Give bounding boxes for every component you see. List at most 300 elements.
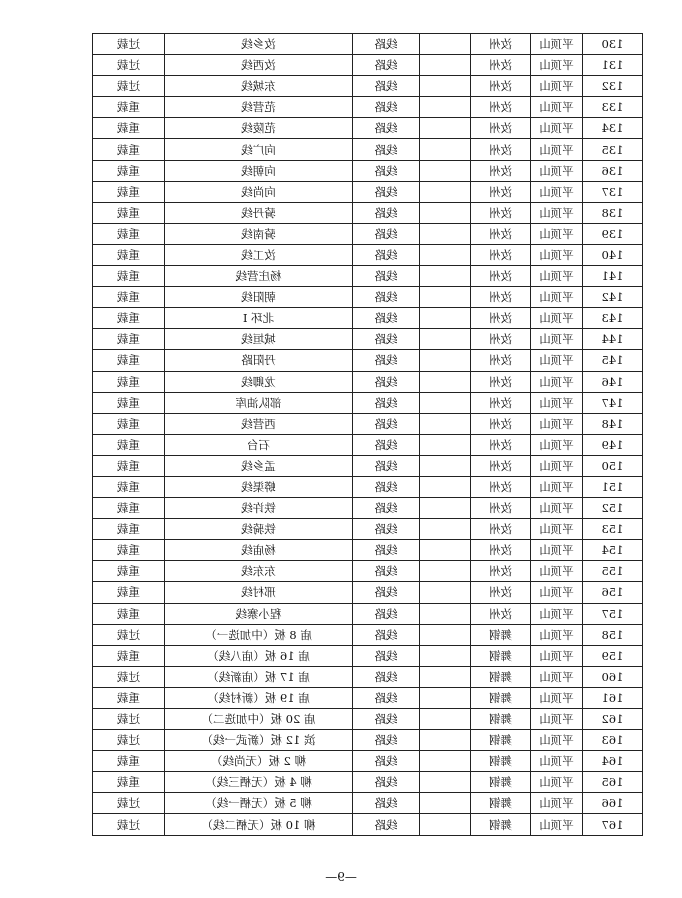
cell-city: 平顶山 xyxy=(531,160,583,181)
cell-city: 平顶山 xyxy=(531,603,583,624)
cell-status: 重载 xyxy=(93,540,165,561)
cell-blank xyxy=(420,350,471,371)
cell-type: 线路 xyxy=(353,666,420,687)
cell-blank xyxy=(420,392,471,413)
cell-city: 平顶山 xyxy=(531,244,583,265)
table-row xyxy=(93,223,643,244)
cell-name: 骑南线 xyxy=(165,223,353,244)
cell-region: 汝州 xyxy=(471,244,531,265)
cell-no: 130 xyxy=(583,34,643,55)
cell-region: 汝州 xyxy=(471,202,531,223)
cell-no: 132 xyxy=(583,76,643,97)
cell-type: 线路 xyxy=(353,730,420,751)
cell-status: 过载 xyxy=(93,730,165,751)
cell-city: 平顶山 xyxy=(531,97,583,118)
cell-city: 平顶山 xyxy=(531,793,583,814)
cell-status: 重载 xyxy=(93,244,165,265)
cell-blank xyxy=(420,687,471,708)
cell-city: 平顶山 xyxy=(531,350,583,371)
table-row xyxy=(93,751,643,772)
table-row xyxy=(93,540,643,561)
cell-type: 线路 xyxy=(353,350,420,371)
cell-no: 167 xyxy=(583,814,643,835)
cell-no: 156 xyxy=(583,582,643,603)
table-row xyxy=(93,603,643,624)
cell-status: 重载 xyxy=(93,371,165,392)
cell-name: 向尚线 xyxy=(165,181,353,202)
cell-type: 线路 xyxy=(353,413,420,434)
cell-status: 过载 xyxy=(93,624,165,645)
table-row xyxy=(93,793,643,814)
table-row xyxy=(93,371,643,392)
cell-name: 柳 10 板（无栖二线） xyxy=(165,814,353,835)
table-row xyxy=(93,455,643,476)
cell-city: 平顶山 xyxy=(531,118,583,139)
cell-status: 重载 xyxy=(93,413,165,434)
cell-status: 重载 xyxy=(93,772,165,793)
cell-status: 重载 xyxy=(93,139,165,160)
cell-type: 线路 xyxy=(353,308,420,329)
table-row xyxy=(93,582,643,603)
cell-region: 汝州 xyxy=(471,55,531,76)
cell-no: 161 xyxy=(583,687,643,708)
cell-name: 石台 xyxy=(165,434,353,455)
cell-status: 重载 xyxy=(93,434,165,455)
cell-name: 程小寨线 xyxy=(165,603,353,624)
table-row xyxy=(93,34,643,55)
cell-city: 平顶山 xyxy=(531,540,583,561)
cell-status: 重载 xyxy=(93,308,165,329)
cell-name: 丹阳路 xyxy=(165,350,353,371)
cell-name: 滨 12 板（新武一线） xyxy=(165,730,353,751)
cell-type: 线路 xyxy=(353,34,420,55)
cell-status: 重载 xyxy=(93,476,165,497)
cell-blank xyxy=(420,540,471,561)
cell-status: 重载 xyxy=(93,519,165,540)
cell-name: 城垣线 xyxy=(165,329,353,350)
cell-name: 东东线 xyxy=(165,561,353,582)
cell-region: 汝州 xyxy=(471,413,531,434)
table-row xyxy=(93,392,643,413)
table-row xyxy=(93,772,643,793)
cell-no: 147 xyxy=(583,392,643,413)
cell-blank xyxy=(420,139,471,160)
table-row xyxy=(93,160,643,181)
cell-city: 平顶山 xyxy=(531,666,583,687)
cell-type: 线路 xyxy=(353,160,420,181)
cell-name: 柳 4 板（无栖三线） xyxy=(165,772,353,793)
cell-region: 汝州 xyxy=(471,97,531,118)
cell-city: 平顶山 xyxy=(531,139,583,160)
table-row xyxy=(93,287,643,308)
table-row xyxy=(93,76,643,97)
cell-no: 148 xyxy=(583,413,643,434)
cell-city: 平顶山 xyxy=(531,392,583,413)
cell-no: 144 xyxy=(583,329,643,350)
cell-region: 舞钢 xyxy=(471,645,531,666)
cell-city: 平顶山 xyxy=(531,645,583,666)
cell-type: 线路 xyxy=(353,645,420,666)
cell-region: 汝州 xyxy=(471,76,531,97)
cell-name: 部队油库 xyxy=(165,392,353,413)
cell-city: 平顶山 xyxy=(531,181,583,202)
cell-blank xyxy=(420,793,471,814)
cell-name: 东城线 xyxy=(165,76,353,97)
cell-type: 线路 xyxy=(353,772,420,793)
cell-blank xyxy=(420,434,471,455)
cell-status: 重载 xyxy=(93,645,165,666)
table-row xyxy=(93,709,643,730)
cell-status: 过载 xyxy=(93,55,165,76)
cell-blank xyxy=(420,34,471,55)
cell-no: 154 xyxy=(583,540,643,561)
cell-no: 141 xyxy=(583,266,643,287)
cell-blank xyxy=(420,666,471,687)
cell-no: 137 xyxy=(583,181,643,202)
table-row xyxy=(93,181,643,202)
cell-status: 过载 xyxy=(93,793,165,814)
cell-city: 平顶山 xyxy=(531,455,583,476)
cell-region: 舞钢 xyxy=(471,687,531,708)
cell-city: 平顶山 xyxy=(531,266,583,287)
cell-type: 线路 xyxy=(353,76,420,97)
cell-status: 重载 xyxy=(93,202,165,223)
cell-region: 舞钢 xyxy=(471,793,531,814)
cell-type: 线路 xyxy=(353,244,420,265)
cell-type: 线路 xyxy=(353,202,420,223)
cell-region: 舞钢 xyxy=(471,772,531,793)
table-row xyxy=(93,624,643,645)
cell-blank xyxy=(420,498,471,519)
cell-city: 平顶山 xyxy=(531,413,583,434)
cell-name: 孟乡线 xyxy=(165,455,353,476)
data-table xyxy=(92,33,643,836)
cell-no: 140 xyxy=(583,244,643,265)
page-number: —9— xyxy=(325,870,357,884)
cell-name: 庙 17 板（庙新线） xyxy=(165,666,353,687)
cell-no: 151 xyxy=(583,476,643,497)
cell-region: 汝州 xyxy=(471,561,531,582)
cell-no: 131 xyxy=(583,55,643,76)
cell-blank xyxy=(420,244,471,265)
cell-no: 155 xyxy=(583,561,643,582)
cell-no: 145 xyxy=(583,350,643,371)
cell-blank xyxy=(420,814,471,835)
table-row xyxy=(93,202,643,223)
cell-blank xyxy=(420,645,471,666)
cell-city: 平顶山 xyxy=(531,772,583,793)
cell-no: 165 xyxy=(583,772,643,793)
cell-status: 重载 xyxy=(93,97,165,118)
cell-no: 160 xyxy=(583,666,643,687)
cell-type: 线路 xyxy=(353,624,420,645)
cell-city: 平顶山 xyxy=(531,287,583,308)
cell-region: 汝州 xyxy=(471,308,531,329)
cell-region: 舞钢 xyxy=(471,624,531,645)
cell-name: 庙 8 板（中加选一） xyxy=(165,624,353,645)
cell-blank xyxy=(420,772,471,793)
cell-no: 153 xyxy=(583,519,643,540)
cell-no: 139 xyxy=(583,223,643,244)
cell-blank xyxy=(420,582,471,603)
cell-region: 汝州 xyxy=(471,455,531,476)
cell-city: 平顶山 xyxy=(531,476,583,497)
cell-no: 150 xyxy=(583,455,643,476)
cell-city: 平顶山 xyxy=(531,34,583,55)
cell-status: 重载 xyxy=(93,160,165,181)
cell-region: 汝州 xyxy=(471,223,531,244)
cell-city: 平顶山 xyxy=(531,434,583,455)
cell-blank xyxy=(420,519,471,540)
cell-blank xyxy=(420,371,471,392)
cell-name: 朝阳线 xyxy=(165,287,353,308)
cell-name: 铁骑线 xyxy=(165,519,353,540)
cell-name: 杨庄营线 xyxy=(165,266,353,287)
table-row xyxy=(93,350,643,371)
cell-name: 汝西线 xyxy=(165,55,353,76)
cell-type: 线路 xyxy=(353,498,420,519)
cell-no: 133 xyxy=(583,97,643,118)
cell-status: 过载 xyxy=(93,814,165,835)
cell-type: 线路 xyxy=(353,371,420,392)
cell-blank xyxy=(420,202,471,223)
cell-type: 线路 xyxy=(353,329,420,350)
table-row xyxy=(93,413,643,434)
cell-status: 过载 xyxy=(93,666,165,687)
cell-region: 汝州 xyxy=(471,434,531,455)
cell-city: 平顶山 xyxy=(531,561,583,582)
cell-region: 汝州 xyxy=(471,160,531,181)
cell-status: 重载 xyxy=(93,392,165,413)
cell-status: 重载 xyxy=(93,118,165,139)
cell-status: 重载 xyxy=(93,287,165,308)
cell-blank xyxy=(420,76,471,97)
cell-region: 汝州 xyxy=(471,329,531,350)
cell-city: 平顶山 xyxy=(531,814,583,835)
cell-name: 北环 I xyxy=(165,308,353,329)
table-row xyxy=(93,814,643,835)
cell-city: 平顶山 xyxy=(531,329,583,350)
cell-name: 向广线 xyxy=(165,139,353,160)
cell-city: 平顶山 xyxy=(531,308,583,329)
cell-blank xyxy=(420,455,471,476)
table-row xyxy=(93,730,643,751)
cell-region: 汝州 xyxy=(471,118,531,139)
cell-city: 平顶山 xyxy=(531,55,583,76)
cell-blank xyxy=(420,118,471,139)
cell-no: 146 xyxy=(583,371,643,392)
cell-region: 舞钢 xyxy=(471,730,531,751)
cell-type: 线路 xyxy=(353,455,420,476)
cell-blank xyxy=(420,476,471,497)
table-row xyxy=(93,139,643,160)
cell-no: 158 xyxy=(583,624,643,645)
cell-no: 164 xyxy=(583,751,643,772)
table-row xyxy=(93,97,643,118)
table-row xyxy=(93,645,643,666)
cell-status: 重载 xyxy=(93,350,165,371)
cell-type: 线路 xyxy=(353,561,420,582)
cell-status: 重载 xyxy=(93,498,165,519)
cell-name: 庙 20 板（中加选二） xyxy=(165,709,353,730)
table-row xyxy=(93,498,643,519)
cell-region: 汝州 xyxy=(471,371,531,392)
cell-region: 汝州 xyxy=(471,350,531,371)
cell-blank xyxy=(420,55,471,76)
cell-region: 汝州 xyxy=(471,498,531,519)
cell-city: 平顶山 xyxy=(531,751,583,772)
cell-no: 166 xyxy=(583,793,643,814)
cell-region: 舞钢 xyxy=(471,709,531,730)
cell-name: 范陵线 xyxy=(165,118,353,139)
cell-name: 邢村线 xyxy=(165,582,353,603)
cell-type: 线路 xyxy=(353,476,420,497)
cell-blank xyxy=(420,730,471,751)
cell-blank xyxy=(420,413,471,434)
cell-city: 平顶山 xyxy=(531,730,583,751)
table-row xyxy=(93,519,643,540)
table-row xyxy=(93,244,643,265)
cell-type: 线路 xyxy=(353,223,420,244)
cell-type: 线路 xyxy=(353,97,420,118)
cell-status: 重载 xyxy=(93,455,165,476)
cell-name: 汝工线 xyxy=(165,244,353,265)
cell-status: 重载 xyxy=(93,223,165,244)
cell-name: 汝乡线 xyxy=(165,34,353,55)
cell-blank xyxy=(420,266,471,287)
cell-region: 汝州 xyxy=(471,519,531,540)
cell-name: 龙卿线 xyxy=(165,371,353,392)
cell-type: 线路 xyxy=(353,266,420,287)
table-row xyxy=(93,666,643,687)
cell-city: 平顶山 xyxy=(531,709,583,730)
cell-region: 汝州 xyxy=(471,181,531,202)
cell-no: 138 xyxy=(583,202,643,223)
cell-blank xyxy=(420,223,471,244)
cell-city: 平顶山 xyxy=(531,371,583,392)
cell-blank xyxy=(420,624,471,645)
cell-city: 平顶山 xyxy=(531,223,583,244)
cell-region: 汝州 xyxy=(471,392,531,413)
cell-name: 柳 5 板（无栖一线） xyxy=(165,793,353,814)
cell-status: 重载 xyxy=(93,582,165,603)
cell-type: 线路 xyxy=(353,55,420,76)
cell-no: 157 xyxy=(583,603,643,624)
cell-type: 线路 xyxy=(353,287,420,308)
cell-region: 汝州 xyxy=(471,139,531,160)
cell-no: 149 xyxy=(583,434,643,455)
cell-region: 汝州 xyxy=(471,603,531,624)
cell-status: 重载 xyxy=(93,751,165,772)
cell-status: 重载 xyxy=(93,687,165,708)
cell-region: 汝州 xyxy=(471,476,531,497)
cell-no: 143 xyxy=(583,308,643,329)
cell-region: 汝州 xyxy=(471,582,531,603)
table-row xyxy=(93,55,643,76)
cell-no: 152 xyxy=(583,498,643,519)
cell-status: 过载 xyxy=(93,709,165,730)
cell-city: 平顶山 xyxy=(531,624,583,645)
cell-no: 142 xyxy=(583,287,643,308)
cell-name: 柳 2 板（无尚线） xyxy=(165,751,353,772)
cell-type: 线路 xyxy=(353,181,420,202)
cell-region: 汝州 xyxy=(471,266,531,287)
cell-type: 线路 xyxy=(353,709,420,730)
cell-city: 平顶山 xyxy=(531,582,583,603)
cell-blank xyxy=(420,160,471,181)
cell-name: 骑丹线 xyxy=(165,202,353,223)
cell-status: 重载 xyxy=(93,181,165,202)
cell-no: 163 xyxy=(583,730,643,751)
cell-blank xyxy=(420,561,471,582)
table-row xyxy=(93,561,643,582)
table-row xyxy=(93,434,643,455)
cell-city: 平顶山 xyxy=(531,519,583,540)
cell-name: 庙 16 板（庙八线） xyxy=(165,645,353,666)
cell-no: 136 xyxy=(583,160,643,181)
cell-blank xyxy=(420,308,471,329)
cell-name: 杨庙线 xyxy=(165,540,353,561)
cell-no: 162 xyxy=(583,709,643,730)
cell-region: 汝州 xyxy=(471,540,531,561)
cell-type: 线路 xyxy=(353,118,420,139)
cell-region: 汝州 xyxy=(471,287,531,308)
cell-status: 重载 xyxy=(93,561,165,582)
cell-type: 线路 xyxy=(353,434,420,455)
cell-city: 平顶山 xyxy=(531,202,583,223)
cell-city: 平顶山 xyxy=(531,76,583,97)
cell-blank xyxy=(420,181,471,202)
cell-blank xyxy=(420,329,471,350)
cell-status: 过载 xyxy=(93,34,165,55)
cell-name: 蟒渠线 xyxy=(165,476,353,497)
cell-name: 范营线 xyxy=(165,97,353,118)
table-row xyxy=(93,329,643,350)
cell-region: 舞钢 xyxy=(471,814,531,835)
table-body xyxy=(93,34,643,836)
cell-type: 线路 xyxy=(353,814,420,835)
cell-blank xyxy=(420,97,471,118)
cell-status: 重载 xyxy=(93,266,165,287)
cell-type: 线路 xyxy=(353,582,420,603)
cell-no: 134 xyxy=(583,118,643,139)
cell-region: 汝州 xyxy=(471,34,531,55)
cell-name: 向朝线 xyxy=(165,160,353,181)
cell-type: 线路 xyxy=(353,687,420,708)
table-row xyxy=(93,687,643,708)
cell-status: 重载 xyxy=(93,603,165,624)
cell-name: 铁许线 xyxy=(165,498,353,519)
cell-type: 线路 xyxy=(353,139,420,160)
cell-name: 西营线 xyxy=(165,413,353,434)
cell-type: 线路 xyxy=(353,519,420,540)
cell-name: 庙 19 板（新村线） xyxy=(165,687,353,708)
cell-blank xyxy=(420,603,471,624)
cell-blank xyxy=(420,751,471,772)
cell-type: 线路 xyxy=(353,751,420,772)
table-row xyxy=(93,266,643,287)
cell-city: 平顶山 xyxy=(531,498,583,519)
cell-type: 线路 xyxy=(353,392,420,413)
table-row xyxy=(93,476,643,497)
cell-region: 舞钢 xyxy=(471,666,531,687)
cell-type: 线路 xyxy=(353,603,420,624)
cell-type: 线路 xyxy=(353,793,420,814)
cell-region: 舞钢 xyxy=(471,751,531,772)
cell-status: 重载 xyxy=(93,329,165,350)
cell-city: 平顶山 xyxy=(531,687,583,708)
table-row xyxy=(93,308,643,329)
